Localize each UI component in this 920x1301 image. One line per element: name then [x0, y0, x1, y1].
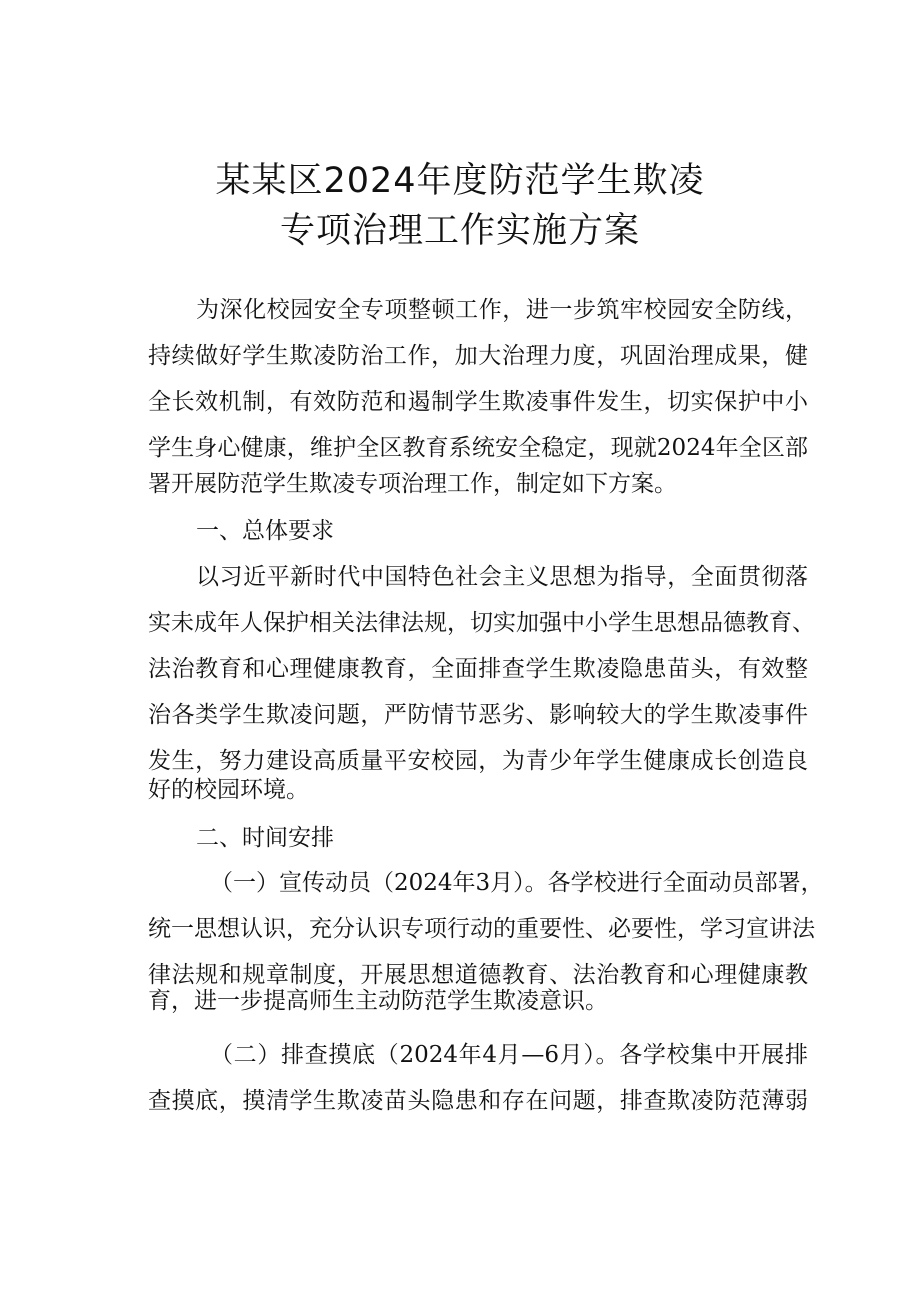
document-title-line-2: 专项治理工作实施方案 [279, 211, 640, 251]
section2-para1-line-2: 统一思想认识，充分认识专项行动的重要性、必要性，学习宣讲法 [148, 916, 815, 942]
section1-line-2: 实未成年人保护相关法律法规，切实加强中小学生思想品德教育、 [148, 610, 815, 636]
section1-line-6: 好的校园环境。 [148, 777, 309, 803]
section1-line-1: 以习近平新时代中国特色社会主义思想为指导，全面贯彻落 [196, 564, 808, 590]
section1-line-3: 法治教育和心理健康教育，全面排查学生欺凌隐患苗头，有效整 [148, 656, 808, 682]
intro-line-3: 全长效机制，有效防范和遏制学生欺凌事件发生，切实保护中小 [148, 389, 808, 415]
intro-line-4: 学生身心健康，维护全区教育系统安全稳定，现就2024年全区部 [148, 435, 808, 461]
section-heading-general-requirements: 一、总体要求 [196, 518, 334, 544]
section1-line-4: 治各类学生欺凌问题，严防情节恶劣、影响较大的学生欺凌事件 [148, 702, 808, 728]
section-heading-schedule: 二、时间安排 [196, 825, 334, 851]
section2-para1-line-3: 律法规和规章制度，开展思想道德教育、法治教育和心理健康教 [148, 962, 808, 988]
section2-para2-line-2: 查摸底，摸清学生欺凌苗头隐患和存在问题，排查欺凌防范薄弱 [148, 1088, 808, 1114]
section2-para2-line-1: （二）排查摸底（2024年4月—6月）。各学校集中开展排 [210, 1042, 808, 1068]
document-title-line-1: 某某区2024年度防范学生欺凌 [215, 161, 705, 201]
section2-para1-line-1: （一）宣传动员（2024年3月）。各学校进行全面动员部署， [210, 870, 824, 896]
section1-line-5: 发生，努力建设高质量平安校园，为青少年学生健康成长创造良 [148, 748, 808, 774]
intro-line-5: 署开展防范学生欺凌专项治理工作，制定如下方案。 [148, 471, 677, 497]
intro-line-1: 为深化校园安全专项整顿工作，进一步筑牢校园安全防线， [196, 297, 808, 323]
section2-para1-line-4: 育，进一步提高师生主动防范学生欺凌意识。 [148, 988, 608, 1014]
intro-line-2: 持续做好学生欺凌防治工作，加大治理力度，巩固治理成果，健 [148, 343, 808, 369]
